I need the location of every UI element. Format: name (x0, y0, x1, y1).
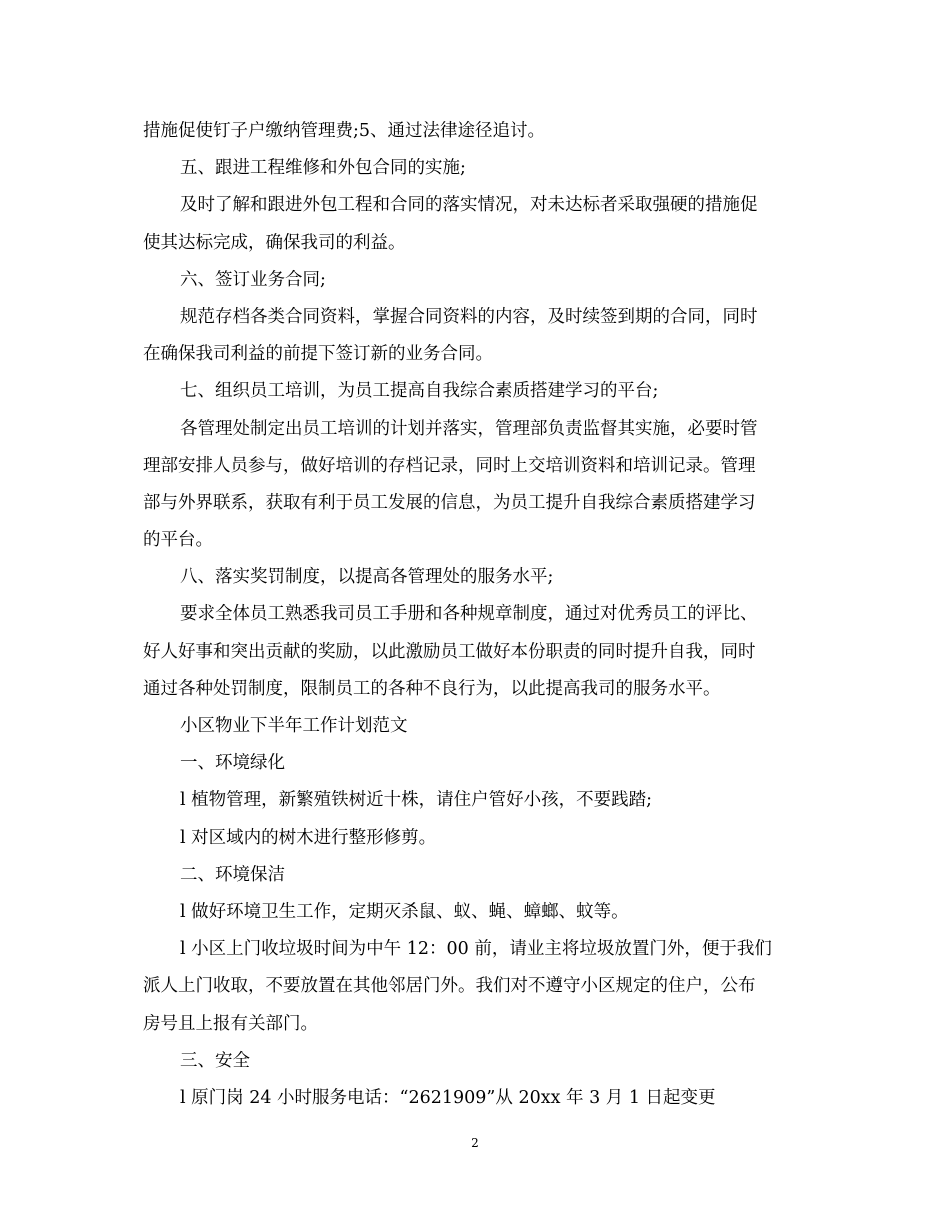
section-heading-safety: 三、安全 (180, 1050, 250, 1071)
list-item: l 小区上门收垃圾时间为中午 12：00 前，请业主将垃圾放置门外，便于我们 (180, 939, 772, 960)
section-heading-cleaning: 二、环境保洁 (180, 864, 285, 885)
text-line: 的平台。 (143, 530, 213, 551)
text-line: 派人上门收取，不要放置在其他邻居门外。我们对不遵守小区规定的住户，公布 (143, 976, 756, 997)
text-line: 理部安排人员参与，做好培训的存档记录，同时上交培训资料和培训记录。管理 (143, 455, 756, 476)
text-line: 规范存档各类合同资料，掌握合同资料的内容，及时续签到期的合同，同时 (180, 306, 758, 327)
text-line: 在确保我司利益的前提下签订新的业务合同。 (143, 344, 493, 365)
section-heading-8: 八、落实奖罚制度，以提高各管理处的服务水平; (180, 567, 554, 588)
list-item: l 做好环境卫生工作，定期灭杀鼠、蚁、蝇、蟑螂、蚊等。 (180, 901, 629, 922)
text-line: 各管理处制定出员工培训的计划并落实，管理部负责监督其实施，必要时管 (180, 418, 758, 439)
section-heading-5: 五、跟进工程维修和外包合同的实施; (180, 158, 466, 179)
list-item: l 原门岗 24 小时服务电话：“2621909”从 20xx 年 3 月 1 日起变更 (180, 1087, 716, 1108)
text-line: 措施促使钉子户缴纳管理费;5、通过法律途径追讨。 (143, 121, 546, 141)
text-line: 及时了解和跟进外包工程和合同的落实情况，对未达标者采取强硬的措施促 (180, 195, 758, 216)
page-number: 2 (471, 1136, 479, 1150)
text-line: 要求全体员工熟悉我司员工手册和各种规章制度，通过对优秀员工的评比、 (180, 604, 758, 625)
section-heading-greening: 一、环境绿化 (180, 753, 285, 774)
list-item: l 植物管理，新繁殖铁树近十株，请住户管好小孩，不要践踏; (180, 790, 653, 811)
list-item: l 对区域内的树木进行整形修剪。 (180, 827, 437, 848)
text-line: 房号且上报有关部门。 (143, 1013, 318, 1034)
text-line: 部与外界联系，获取有利于员工发展的信息，为员工提升自我综合素质搭建学习 (143, 492, 756, 513)
text-line: 通过各种处罚制度，限制员工的各种不良行为，以此提高我司的服务水平。 (143, 678, 721, 699)
document-subtitle: 小区物业下半年工作计划范文 (180, 716, 408, 736)
section-heading-7: 七、组织员工培训，为员工提高自我综合素质搭建学习的平台; (180, 381, 659, 402)
section-heading-6: 六、签订业务合同; (180, 269, 326, 290)
text-line: 好人好事和突出贡献的奖励，以此激励员工做好本份职责的同时提升自我，同时 (143, 641, 756, 662)
document-body (143, 113, 807, 1117)
text-line: 使其达标完成，确保我司的利益。 (143, 232, 406, 253)
